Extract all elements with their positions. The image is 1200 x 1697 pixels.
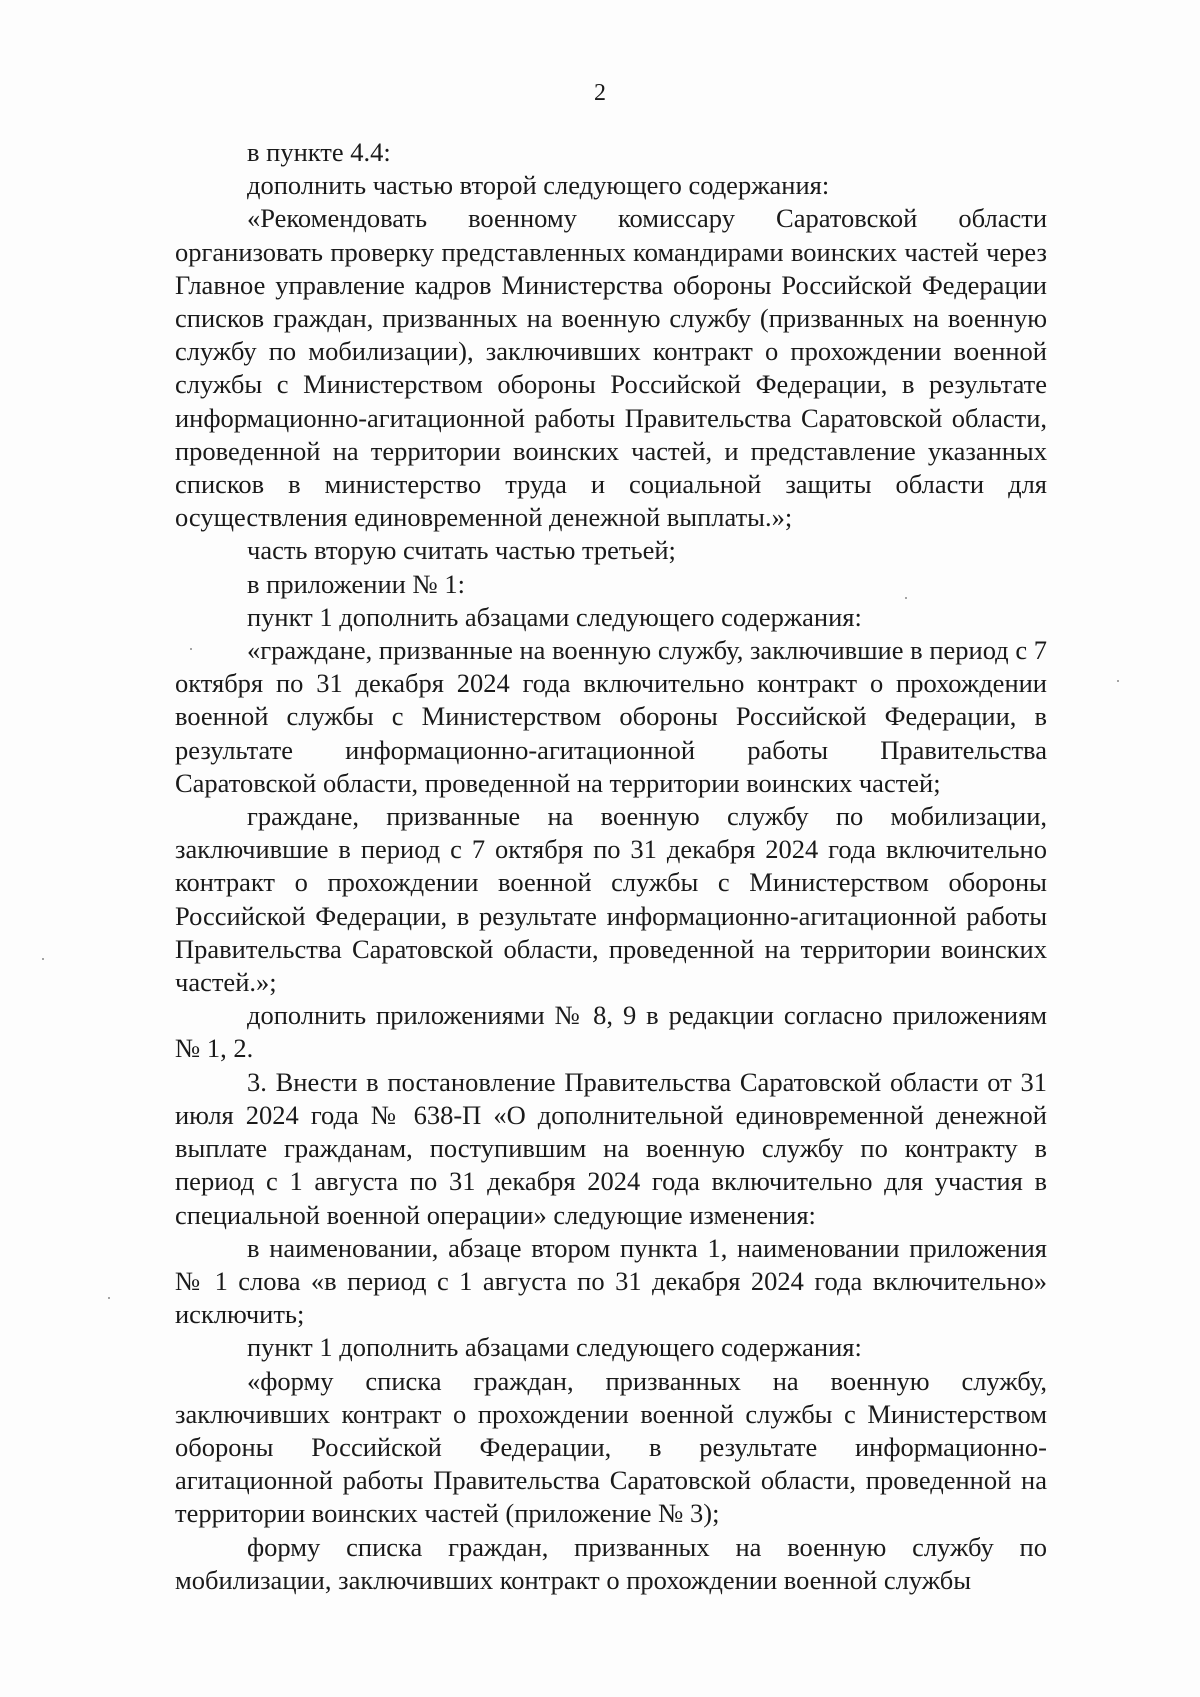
paragraph: граждане, призванные на военную службу по мобилизации, заключившие в период с 7 октября по 31 декабря 2024 года включительно контракт о прохождении военной службы с Министерством обороны Российской Федерации, в результате информационно-агитационной работы Правительства Саратовской области, проведенной на территории воинских частей.»; <box>175 801 1047 998</box>
scan-speck <box>190 648 192 650</box>
paragraph: в наименовании, абзаце втором пункта 1, наименовании приложения № 1 слова «в период с 1 августа по 31 декабря 2024 года включительно» исключить; <box>175 1232 1047 1330</box>
page-number: 2 <box>594 80 606 106</box>
scan-speck <box>905 597 907 599</box>
paragraph: «Рекомендовать военному комиссару Саратовской области организовать проверку представленных командирами воинских частей через Главное управление кадров Министерства обороны Российской Федерации списков граждан, призванных на военную службу (призванных на военную службу по мобилизации), заключивших контракт о прохождении военной службы с Министерством обороны Российской Федерации, в результате информационно-агитационной работы Правительства Саратовской области, проведенной на территории воинских частей, и представление указанных списков в министерство труда и социальной защиты области для осуществления единовременной денежной выплаты.»; <box>175 203 1047 533</box>
scan-speck <box>1117 680 1119 682</box>
paragraph: дополнить приложениями № 8, 9 в редакции согласно приложениям № 1, 2. <box>175 1000 1047 1064</box>
paragraph: в приложении № 1: <box>247 568 465 599</box>
document-body <box>175 136 1047 1597</box>
paragraph: пункт 1 дополнить абзацами следующего содержания: <box>247 601 862 632</box>
paragraph: часть вторую считать частью третьей; <box>247 535 676 566</box>
paragraph: «форму списка граждан, призванных на военную службу, заключивших контракт о прохождении военной службы с Министерством обороны Российской Федерации, в результате информационно-агитационной работы Правительства Саратовской области, проведенной на территории воинских частей (приложение № 3); <box>175 1365 1047 1529</box>
paragraph: пункт 1 дополнить абзацами следующего содержания: <box>247 1332 862 1363</box>
paragraph: 3. Внести в постановление Правительства Саратовской области от 31 июля 2024 года № 638-П «О дополнительной единовременной денежной выплате гражданам, поступившим на военную службу по контракту в период с 1 августа по 31 декабря 2024 года включительно для участия в специальной военной операции» следующие изменения: <box>175 1066 1047 1230</box>
paragraph: «граждане, призванные на военную службу, заключившие в период с 7 октября по 31 декабря 2024 года включительно контракт о прохождении военной службы с Министерством обороны Российской Федерации, в результате информационно-агитационной работы Правительства Саратовской области, проведенной на территории воинских частей; <box>175 635 1047 798</box>
scan-speck <box>42 958 44 960</box>
paragraph: в пункте 4.4: <box>247 137 391 167</box>
paragraph: дополнить частью второй следующего содержания: <box>247 170 830 201</box>
paragraph: форму списка граждан, призванных на военную службу по мобилизации, заключивших контракт о прохождении военной службы <box>175 1531 1047 1595</box>
scan-speck <box>108 1297 110 1299</box>
